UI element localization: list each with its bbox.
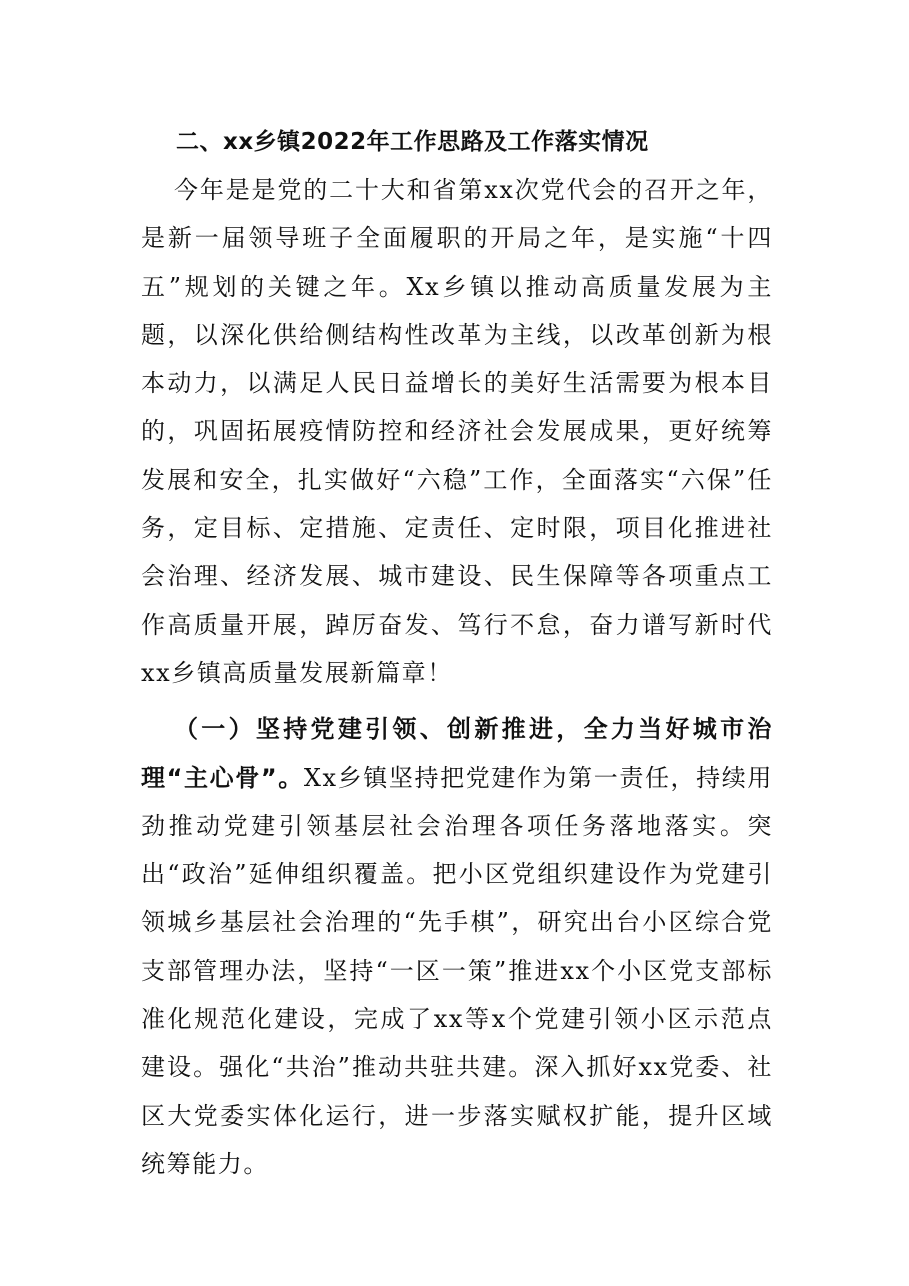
document-body — [141, 118, 773, 1188]
paragraph-party-building-text: Xx乡镇坚持把党建作为第一责任，持续用劲推动党建引领基层社会治理各项任务落地落实。突出“政治”延伸组织覆盖。把小区党组织建设作为党建引领城乡基层社会治理的“先手棋”，研究出台小区综合党支部管理办法，坚持“一区一策”推进xx个小区党支部标准化规范化建设，完成了xx等x个党建引领小区示范点建设。强化“共治”推动共驻共建。深入抓好xx党委、社区大党委实体化运行，进一步落实赋权扩能，提升区域统筹能力。 — [141, 763, 773, 1178]
paragraph-intro-text: 今年是是党的二十大和省第xx次党代会的召开之年，是新一届领导班子全面履职的开局之年，是实施“十四五”规划的关键之年。Xx乡镇以推动高质量发展为主题，以深化供给侧结构性改革为主线，以改革创新为根本动力，以满足人民日益增长的美好生活需要为根本目的，巩固拓展疫情防控和经济社会发展成果，更好统筹发展和安全，扎实做好“六稳”工作，全面落实“六保”任务，定目标、定措施、定责任、定时限，项目化推进社会治理、经济发展、城市建设、民生保障等各项重点工作高质量开展，踔厉奋发、笃行不怠，奋力谱写新时代xx乡镇高质量发展新篇章！ — [141, 176, 773, 687]
paragraph-party-building-lead: （一）坚持党建引领、创新推进，全力当好城市治理“主心骨”。 — [141, 715, 773, 792]
paragraph-party-building — [141, 705, 773, 1188]
section-heading: 二、xx乡镇2022年工作思路及工作落实情况 — [176, 129, 649, 155]
paragraph-intro — [141, 166, 773, 697]
